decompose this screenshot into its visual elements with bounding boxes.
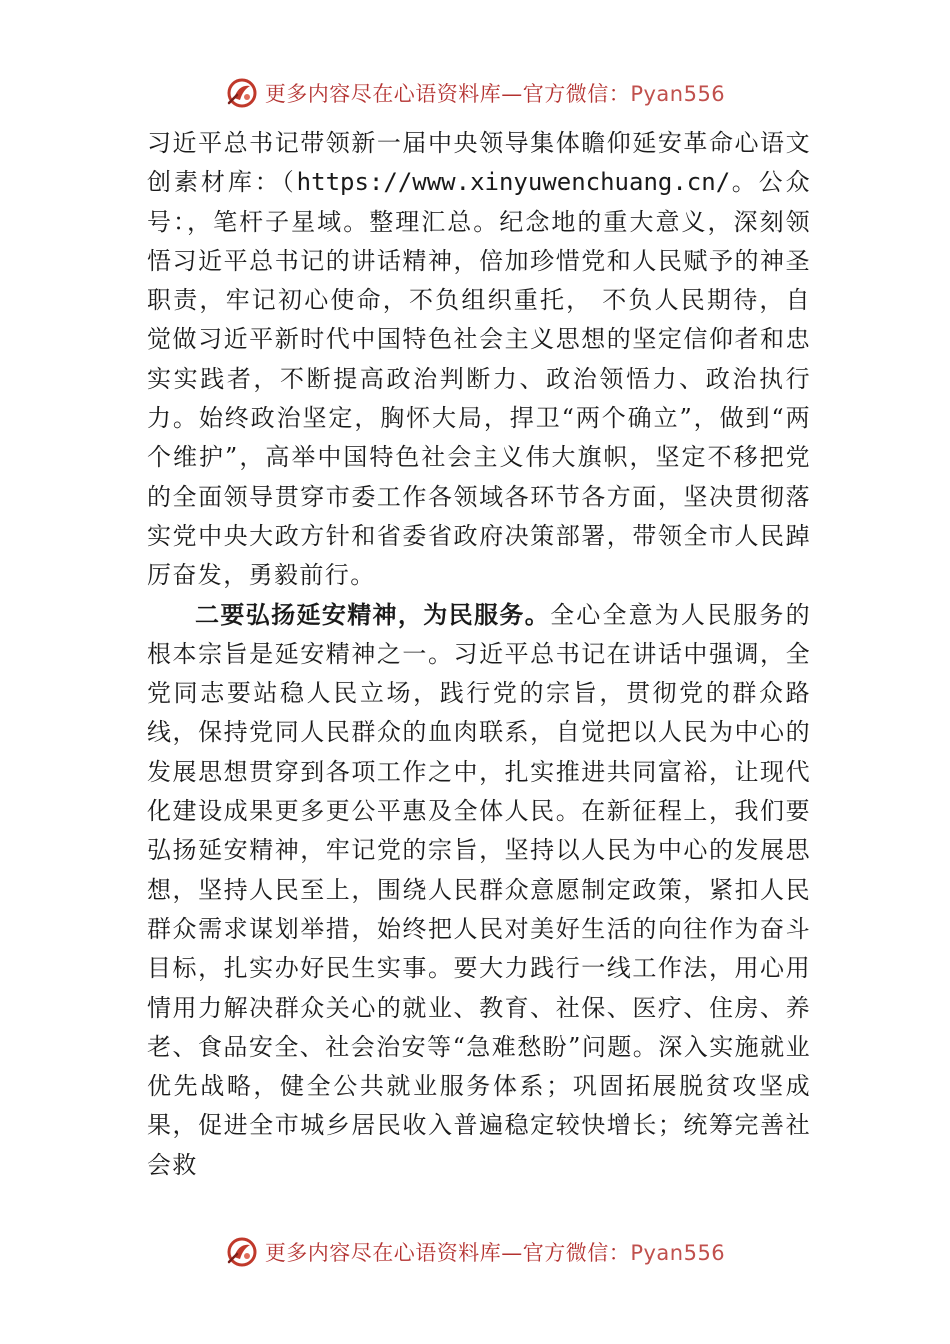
paragraph-1-text-a: 习近平总书记带领新一届中央领导集体瞻仰延安革命心语文创素材库：（ <box>147 129 811 197</box>
footer-banner-inner <box>225 1235 725 1269</box>
paragraph-1 <box>147 124 811 596</box>
header-wechat-id: Pyan556 <box>630 82 726 106</box>
paragraph-2-heading: 二要弘扬延安精神，为民服务。 <box>195 600 551 629</box>
paragraph-1-text-b: 。公众号：，笔杆子星域。整理汇总。纪念地的重大意义，深刻领悟习近平总书记的讲话精神，倍加珍惜党和人民赋予的神圣职责，牢记初心使命，不负组织重托， 不负人民期待，自觉做习近平新时代中国特色社会主义思想的坚定信仰者和忠实实践者，不断提高政治判断力、政治领悟力、政治执行力。始终政治坚定，胸怀大局，捍卫“两个确立”，做到“两个维护”，高举中国特色社会主义伟大旗帜，坚定不移把党的全面领导贯穿市委工作各领域各环节各方面，坚决贯彻落实党中央大政方针和省委省政府决策部署，带领全市人民踔厉奋发，勇毅前行。 <box>147 168 811 590</box>
paragraph-2 <box>147 596 811 1185</box>
paragraph-2-text: 全心全意为人民服务的根本宗旨是延安精神之一。习近平总书记在讲话中强调，全党同志要站稳人民立场，践行党的宗旨，贯彻党的群众路线，保持党同人民群众的血肉联系，自觉把以人民为中心的发展思想贯穿到各项工作之中，扎实推进共同富裕，让现代化建设成果更多更公平惠及全体人民。在新征程上，我们要弘扬延安精神，牢记党的宗旨，坚持以人民为中心的发展思想，坚持人民至上，围绕人民群众意愿制定政策，紧扣人民群众需求谋划举措，始终把人民对美好生活的向往作为奋斗目标，扎实办好民生实事。要大力践行一线工作法，用心用情用力解决群众关心的就业、教育、社保、医疗、住房、养老、食品安全、社会治安等“急难愁盼”问题。深入实施就业优先战略，健全公共就业服务体系；巩固拓展脱贫攻坚成果，促进全市城乡居民收入普遍稳定较快增长；统筹完善社会救 <box>147 600 811 1179</box>
footer-banner-label: 更多内容尽在心语资料库—官方微信： <box>264 1241 631 1265</box>
footer-wechat-id: Pyan556 <box>630 1241 726 1265</box>
source-url-link[interactable]: https://www.xinyuwenchuang.cn/ <box>296 168 731 197</box>
footer-banner <box>0 1232 950 1272</box>
xinyu-logo-icon <box>225 1235 259 1269</box>
header-banner <box>0 73 950 113</box>
xinyu-logo-icon <box>225 76 259 110</box>
footer-banner-text <box>265 1237 725 1267</box>
document-body <box>147 124 811 1185</box>
header-banner-inner <box>225 76 725 110</box>
header-banner-text <box>265 78 725 108</box>
header-banner-label: 更多内容尽在心语资料库—官方微信： <box>264 82 631 106</box>
